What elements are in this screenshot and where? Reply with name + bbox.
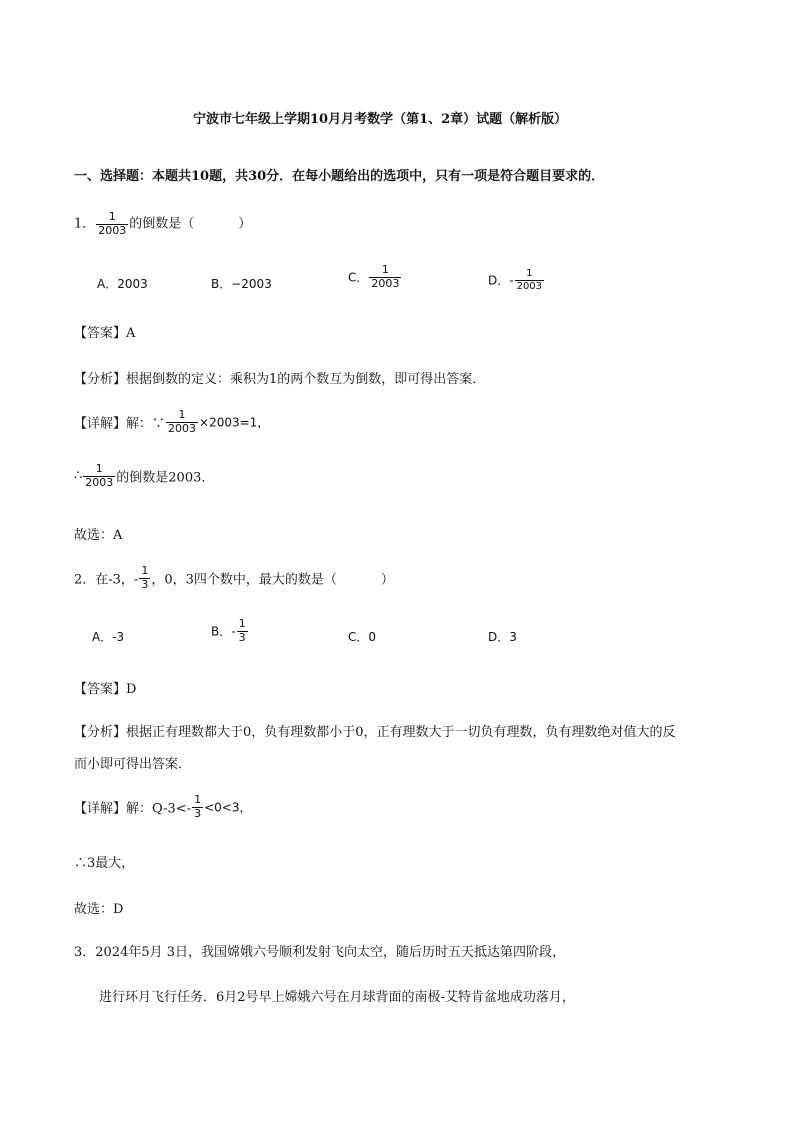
page-title: 宁波市七年级上学期10月月考数学（第1、2章）试题（解析版） [193,112,568,127]
question-1-option-d: D．- $\frac{1}{2003}$ [488,268,543,292]
question-2-stem: 2．在-3，- $\frac{1}{3}$ ，0，3四个数中，最大的数是（ ） [74,564,394,591]
question-3-line-1: 3．2024年5月 3日，我国嫦娥六号顺利发射飞向太空，随后历时五天抵达第四阶段， [74,945,566,960]
question-1-number: 1． [74,216,96,232]
question-2-option-a: A．-3 [92,630,125,644]
question-2-option-c: C．0 [348,630,377,644]
question-1-conclusion: ∴ $\frac{1}{2003}$ 的倒数是2003． [74,462,215,489]
question-1-stem: 1． $\frac{1}{2003}$ 的倒数是（ ） [74,210,252,237]
question-2-analysis-line-1: 【分析】根据正有理数都大于0，负有理数都小于0，正有理数大于一切负有理数，负有理数绝对值大的反 [74,725,676,740]
question-1-choice: 故选：A [74,528,123,543]
question-2-detail: 【详解】解：Q-3<- $\frac{1}{3}$ <0<3， [74,793,252,820]
question-2-choice: 故选：D [74,902,124,917]
question-2-option-d: D．3 [488,630,517,644]
question-1-answer: 【答案】A [74,326,136,341]
question-2-conclusion: ∴3最大， [74,856,135,871]
question-2-analysis-line-2: 而小即可得出答案． [74,757,192,772]
question-1-analysis: 【分析】根据倒数的定义：乘积为1的两个数互为倒数，即可得出答案． [74,372,486,387]
question-1-option-a: A．2003 [97,277,148,291]
question-2-answer: 【答案】D [74,682,137,697]
question-1-option-b: B．−2003 [211,277,272,291]
question-1-detail: 【详解】解：∵ $\frac{1}{2003}$ ×2003=1， [74,408,270,435]
section-heading: 一、选择题：本题共10题，共30分．在每小题给出的选项中，只有一项是符合题目要求的． [74,169,605,184]
question-1-option-c: C． $\frac{1}{2003}$ [348,263,400,290]
question-2-option-b: B．- $\frac{1}{3}$ [211,617,246,644]
question-1-fraction: $\frac{1}{2003}$ [98,210,127,237]
question-3-line-2: 进行环月飞行任务．6月2号早上嫦娥六号在月球背面的南极-艾特肯盆地成功落月， [99,990,575,1005]
